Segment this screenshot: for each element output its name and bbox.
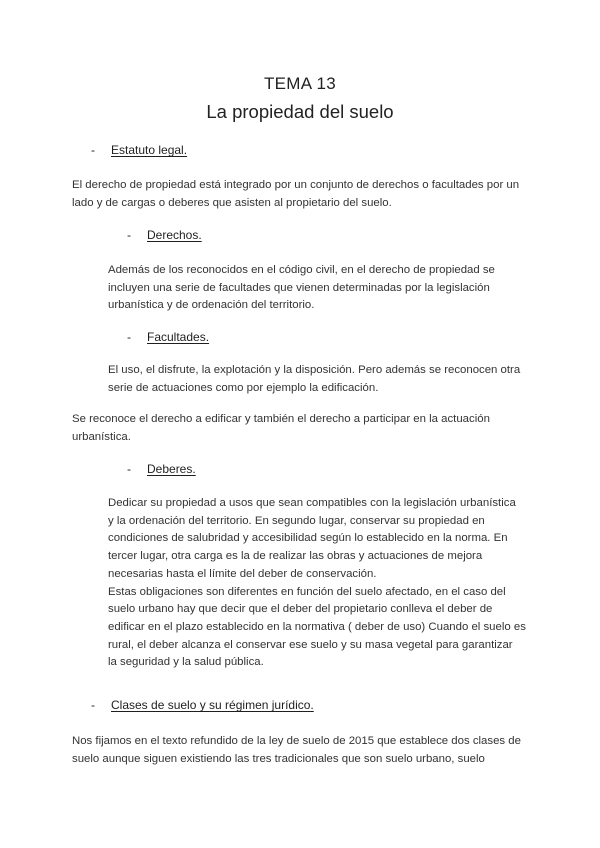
bullet-dash: - [127, 330, 131, 344]
text-line: Estas obligaciones son diferentes en función del suelo afectado, en el caso del [108, 585, 506, 598]
text-line: El derecho de propiedad está integrado por un conjunto de derechos o facultades por un [72, 179, 520, 191]
paragraph-derecho-edificar [72, 411, 490, 446]
document-subtitle: La propiedad del suelo [206, 101, 394, 122]
bullet-dash: - [91, 698, 95, 712]
paragraph-clases-de-suelo [72, 733, 521, 768]
heading-deberes [127, 462, 196, 476]
text-line: urbanística. [72, 430, 131, 443]
bullet-dash: - [127, 462, 131, 476]
text-line: Nos fijamos en el texto refundido de la ley de suelo de 2015 que establece dos clases de [72, 735, 521, 747]
text-line: urbanística y de ordenación del territorio. [108, 299, 315, 312]
paragraph-estatuto [72, 177, 519, 212]
heading-clases-de-suelo-text: Clases de suelo y su régimen jurídico. [111, 698, 314, 712]
heading-estatuto-legal [91, 143, 187, 157]
paragraph-derechos [108, 262, 495, 315]
bullet-dash: - [127, 228, 131, 242]
paragraph-facultades [108, 362, 520, 397]
text-line: lado y de cargas o deberes que asisten al propietario del suelo. [72, 196, 392, 209]
text-line: edificar en el plazo establecido en la normativa ( deber de uso) Cuando el suelo es [108, 620, 526, 633]
bullet-dash: - [91, 143, 95, 157]
heading-facultades [127, 330, 209, 344]
text-line: suelo urbano hay que decir que el deber del propietario conlleva el deber de [108, 603, 493, 616]
text-line: serie de actuaciones como por ejemplo la edificación. [108, 381, 379, 394]
heading-deberes-text: Deberes. [147, 462, 196, 476]
text-line: Además de los reconocidos en el código civil, en el derecho de propiedad se [108, 264, 495, 276]
paragraph-deberes [108, 495, 526, 672]
text-line: rural, el deber alcanza el conservar ese suelo y su masa vegetal para garantizar [108, 638, 513, 651]
text-line: suelo aunque siguen existiendo las tres tradicionales que son suelo urbano, suelo [72, 752, 485, 765]
text-line: necesarias hasta el límite del deber de conservación. [108, 567, 377, 580]
text-line: condiciones de salubridad y accesibilidad según lo establecido en la norma. En [108, 532, 508, 545]
document-title: TEMA 13 [263, 74, 337, 93]
text-line: Se reconoce el derecho a edificar y también el derecho a participar en la actuación [72, 413, 490, 425]
text-line: y la ordenación del territorio. En segundo lugar, conservar su propiedad en [108, 514, 485, 527]
heading-clases-de-suelo [91, 698, 314, 712]
text-line: la seguridad y la salud pública. [108, 656, 264, 669]
text-line: incluyen una serie de facultades que vienen determinadas por la legislación [108, 281, 490, 294]
heading-derechos-text: Derechos. [147, 228, 202, 242]
text-line: El uso, el disfrute, la explotación y la disposición. Pero además se reconocen otra [108, 364, 521, 376]
heading-facultades-text: Facultades. [147, 330, 210, 344]
text-line: Dedicar su propiedad a usos que sean compatibles con la legislación urbanística [108, 497, 516, 509]
heading-derechos [127, 228, 202, 242]
text-line: tercer lugar, otra carga es la de realizar las obras y actuaciones de mejora [108, 550, 483, 563]
heading-estatuto-legal-text: Estatuto legal. [111, 143, 188, 157]
